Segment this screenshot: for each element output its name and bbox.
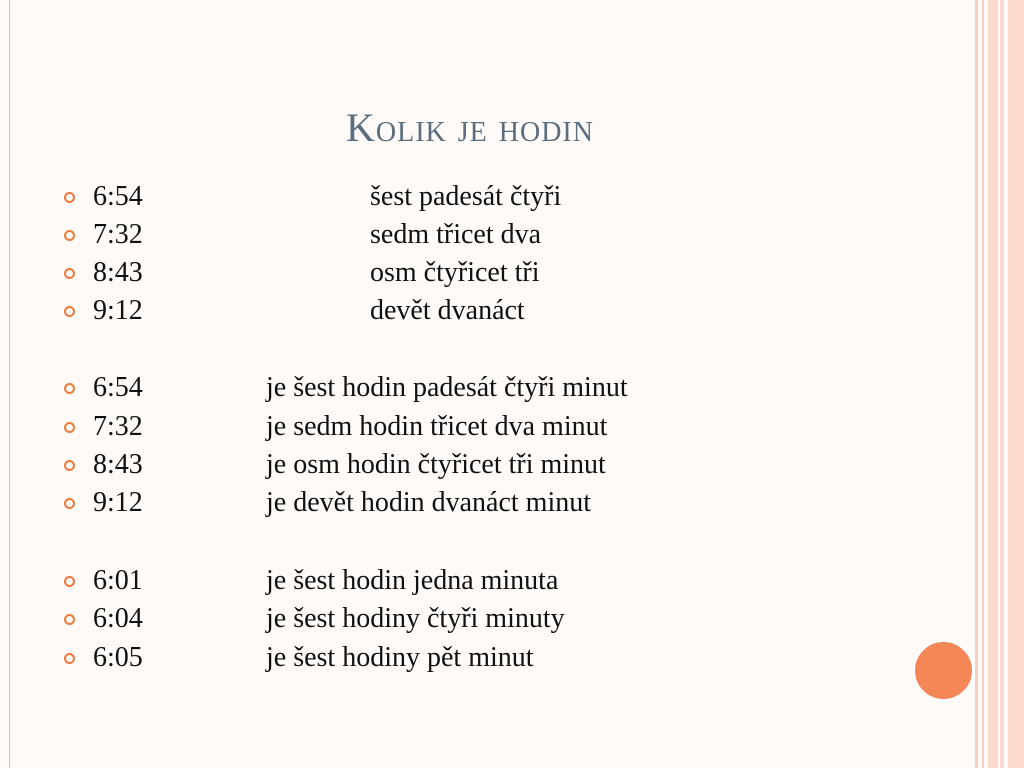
bullet-ring-icon bbox=[64, 614, 75, 625]
time-words: osm čtyřicet tři bbox=[370, 257, 540, 288]
stripe bbox=[988, 0, 998, 768]
page-title: Kolik je hodin bbox=[346, 105, 594, 150]
time-value: 8:43 bbox=[93, 257, 143, 288]
time-sentence: je osm hodin čtyřicet tři minut bbox=[266, 449, 606, 480]
time-words: šest padesát čtyři bbox=[370, 181, 562, 212]
time-sentence: je šest hodin padesát čtyři minut bbox=[266, 372, 628, 403]
time-value: 6:04 bbox=[93, 603, 143, 634]
stripe bbox=[975, 0, 978, 768]
stripe bbox=[1000, 0, 1004, 768]
time-sentence: je šest hodin jedna minuta bbox=[266, 565, 559, 596]
bullet-ring-icon bbox=[64, 383, 75, 394]
time-value: 9:12 bbox=[93, 487, 143, 518]
time-value: 8:43 bbox=[93, 449, 143, 480]
time-value: 6:05 bbox=[93, 642, 143, 673]
time-sentence: je sedm hodin třicet dva minut bbox=[266, 411, 608, 442]
time-words: sedm třicet dva bbox=[370, 219, 542, 250]
time-value: 9:12 bbox=[93, 295, 143, 326]
right-decorative-stripes bbox=[975, 0, 1024, 768]
stripe bbox=[1008, 0, 1024, 768]
time-words: devět dvanáct bbox=[370, 295, 525, 326]
time-value: 6:54 bbox=[93, 372, 143, 403]
bullet-ring-icon bbox=[64, 306, 75, 317]
bullet-ring-icon bbox=[64, 576, 75, 587]
bullet-ring-icon bbox=[64, 422, 75, 433]
bullet-ring-icon bbox=[64, 498, 75, 509]
bullet-ring-icon bbox=[64, 230, 75, 241]
stripe bbox=[982, 0, 984, 768]
time-value: 6:01 bbox=[93, 565, 143, 596]
time-sentence: je devět hodin dvanáct minut bbox=[266, 487, 592, 518]
time-value: 7:32 bbox=[93, 219, 143, 250]
bullet-ring-icon bbox=[64, 268, 75, 279]
bullet-ring-icon bbox=[64, 192, 75, 203]
orange-circle-icon bbox=[913, 640, 974, 701]
bullet-ring-icon bbox=[64, 460, 75, 471]
time-sentence: je šest hodiny čtyři minuty bbox=[266, 603, 565, 634]
bullet-ring-icon bbox=[64, 653, 75, 664]
time-sentence: je šest hodiny pět minut bbox=[266, 642, 534, 673]
time-value: 6:54 bbox=[93, 181, 143, 212]
time-value: 7:32 bbox=[93, 411, 143, 442]
